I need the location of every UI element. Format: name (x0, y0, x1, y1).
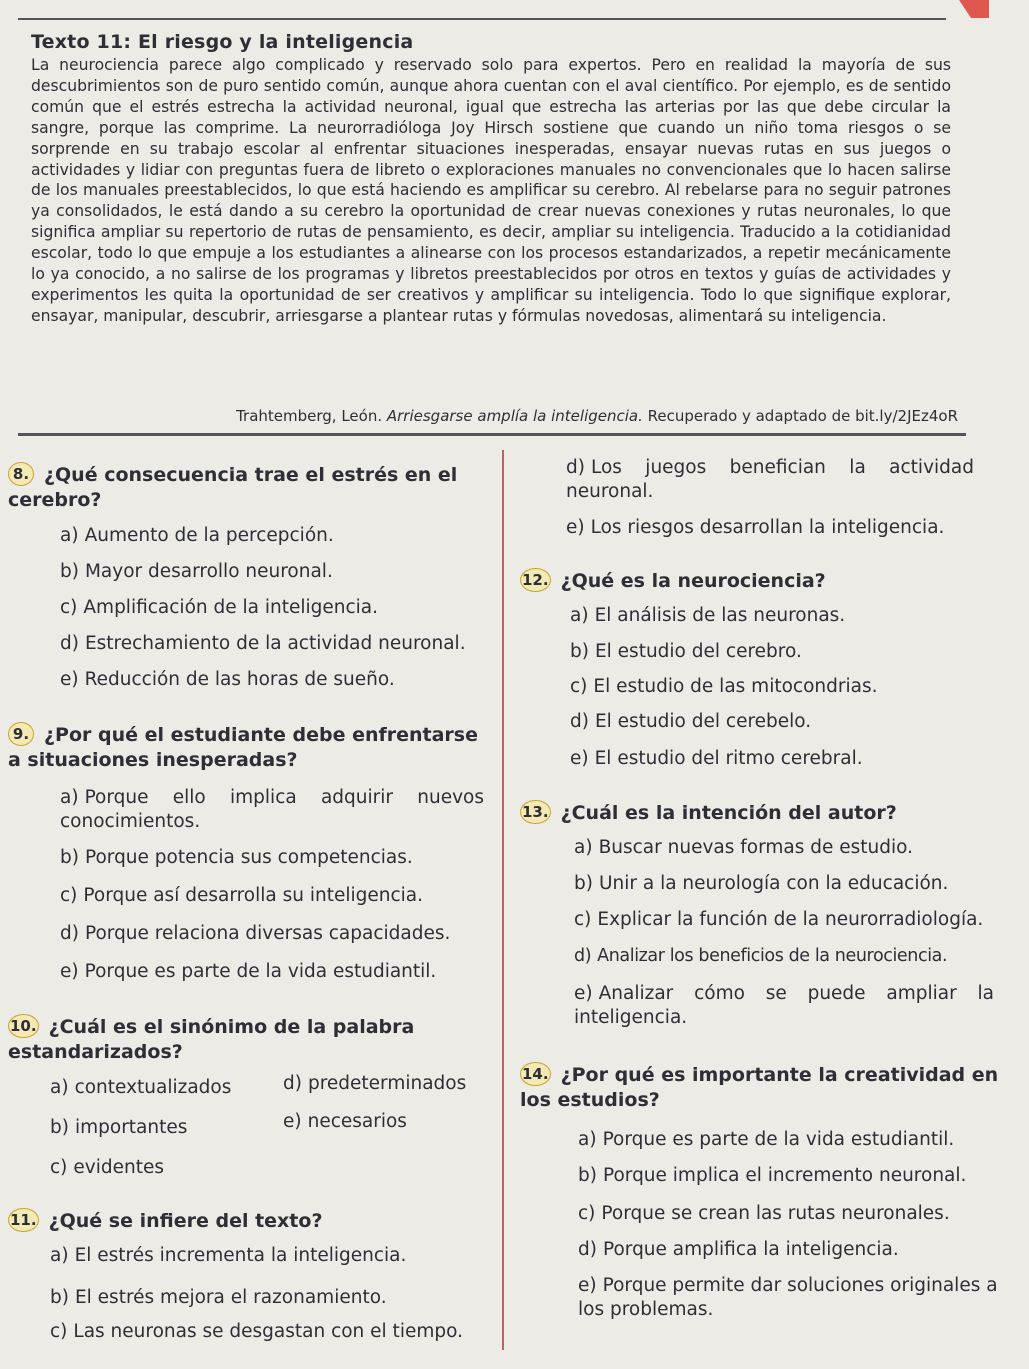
option-11a[interactable] (50, 1244, 406, 1268)
option-letter: d) (570, 711, 589, 732)
question-9 (8, 722, 488, 773)
option-text: Estrechamiento de la actividad neuronal. (84, 633, 466, 654)
option-13d[interactable] (574, 944, 947, 968)
option-letter: d) (283, 1073, 302, 1094)
option-text: El estudio del ritmo cerebral. (594, 748, 863, 769)
option-text: Mayor desarrollo neuronal. (84, 561, 333, 582)
option-letter: e) (578, 1275, 597, 1296)
option-letter: b) (60, 847, 79, 868)
reading-text (31, 55, 951, 327)
option-12b[interactable] (570, 640, 802, 664)
option-10b[interactable] (50, 1116, 187, 1140)
option-text: Porque es parte de la vida estudiantil. (602, 1129, 955, 1150)
question-text: ¿Qué se infiere del texto? (48, 1210, 323, 1232)
option-letter: c) (60, 885, 78, 906)
question-8 (8, 462, 488, 513)
question-10 (8, 1014, 488, 1065)
option-text: contextualizados (74, 1077, 232, 1098)
option-letter: a) (60, 525, 79, 546)
option-9a[interactable] (60, 786, 484, 834)
option-text: Porque potencia sus competencias. (84, 847, 413, 868)
option-14c[interactable] (578, 1202, 950, 1226)
option-text: El estrés incrementa la inteligencia. (74, 1245, 407, 1266)
option-letter: a) (574, 837, 593, 858)
question-text: ¿Por qué el estudiante debe enfrentarse a situaciones inesperadas? (8, 724, 478, 771)
option-letter: b) (570, 641, 589, 662)
option-text: Porque implica el incremento neuronal. (602, 1165, 967, 1186)
column-divider (502, 450, 504, 1350)
option-text: El estudio de las mitocondrias. (593, 676, 878, 697)
option-9e[interactable] (60, 960, 436, 984)
option-14a[interactable] (578, 1128, 954, 1152)
top-rule (18, 18, 946, 20)
option-11d[interactable] (566, 456, 974, 504)
option-12a[interactable] (570, 604, 845, 628)
option-13a[interactable] (574, 836, 913, 860)
option-14b[interactable] (578, 1164, 966, 1188)
option-letter: c) (60, 597, 78, 618)
option-14d[interactable] (578, 1238, 899, 1262)
option-13c[interactable] (574, 908, 983, 932)
option-text: Porque relaciona diversas capacidades. (84, 923, 451, 944)
option-text: Analizar cómo se puede ampliar la inteligencia. (574, 983, 994, 1028)
reading-source (0, 407, 958, 425)
option-text: Analizar los beneficios de la neurociencia. (597, 946, 948, 966)
option-letter: b) (50, 1287, 69, 1308)
option-text: El estudio del cerebro. (594, 641, 802, 662)
source-title: Arriesgarse amplía la inteligencia. (386, 407, 643, 425)
option-text: El estrés mejora el razonamiento. (74, 1287, 387, 1308)
reading-title: Texto 11: El riesgo y la inteligencia (31, 31, 414, 53)
corner-decoration (929, 0, 989, 18)
option-text: Porque así desarrolla su inteligencia. (83, 885, 424, 906)
option-11e[interactable] (566, 516, 944, 540)
question-text: ¿Qué es la neurociencia? (560, 570, 826, 592)
question-text: ¿Cuál es la intención del autor? (560, 802, 897, 824)
question-number: 12. (520, 568, 551, 592)
question-13 (520, 800, 897, 826)
option-text: Las neuronas se desgastan con el tiempo. (73, 1321, 463, 1342)
option-letter: b) (578, 1165, 597, 1186)
option-text: predeterminados (307, 1073, 467, 1094)
option-letter: c) (50, 1321, 68, 1342)
option-letter: c) (578, 1203, 596, 1224)
option-text: Porque es parte de la vida estudiantil. (84, 961, 437, 982)
option-text: Los juegos benefician la actividad neuronal. (566, 457, 974, 502)
option-8e[interactable] (60, 668, 395, 692)
option-10c[interactable] (50, 1156, 164, 1180)
option-letter: e) (574, 983, 593, 1004)
question-12 (520, 568, 826, 594)
option-text: Reducción de las horas de sueño. (84, 669, 395, 690)
option-text: evidentes (73, 1157, 164, 1178)
option-13e[interactable] (574, 982, 994, 1030)
option-11b[interactable] (50, 1286, 387, 1310)
option-14e[interactable] (578, 1274, 1018, 1322)
option-10a[interactable] (50, 1076, 231, 1100)
option-text: Porque ello implica adquirir nuevos conocimientos. (60, 787, 484, 832)
option-letter: e) (60, 669, 79, 690)
question-14 (520, 1062, 1000, 1113)
option-letter: d) (566, 457, 585, 478)
source-author: Trahtemberg, León. (236, 407, 383, 425)
option-text: Porque permite dar soluciones originales a los problemas. (578, 1275, 998, 1320)
option-13b[interactable] (574, 872, 948, 896)
option-text: Buscar nuevas formas de estudio. (598, 837, 913, 858)
option-12e[interactable] (570, 747, 863, 771)
option-letter: b) (574, 873, 593, 894)
option-letter: a) (50, 1077, 69, 1098)
option-text: Unir a la neurología con la educación. (598, 873, 949, 894)
option-8d[interactable] (60, 632, 466, 656)
option-8c[interactable] (60, 596, 378, 620)
option-text: El estudio del cerebelo. (594, 711, 812, 732)
question-number: 14. (520, 1062, 551, 1086)
option-letter: d) (60, 633, 79, 654)
option-letter: c) (570, 676, 588, 697)
option-letter: a) (50, 1245, 69, 1266)
option-text: El análisis de las neuronas. (594, 605, 846, 626)
question-number: 9. (8, 722, 34, 746)
option-9d[interactable] (60, 922, 450, 946)
option-letter: d) (574, 946, 592, 966)
question-number: 10. (8, 1014, 39, 1038)
question-11 (8, 1208, 488, 1234)
question-number: 8. (8, 462, 34, 486)
option-10d[interactable] (283, 1072, 466, 1096)
option-letter: b) (60, 561, 79, 582)
option-text: Amplificación de la inteligencia. (83, 597, 379, 618)
question-text: ¿Por qué es importante la creatividad en los estudios? (520, 1064, 999, 1111)
option-letter: d) (60, 923, 79, 944)
option-letter: a) (578, 1129, 597, 1150)
option-letter: c) (50, 1157, 68, 1178)
option-9b[interactable] (60, 846, 413, 870)
option-10e[interactable] (283, 1110, 407, 1134)
option-text: Porque amplifica la inteligencia. (602, 1239, 899, 1260)
option-8b[interactable] (60, 560, 333, 584)
option-letter: d) (578, 1239, 597, 1260)
option-letter: a) (570, 605, 589, 626)
source-note: Recuperado y adaptado de bit.ly/2JEz4oR (647, 407, 958, 425)
option-letter: b) (50, 1117, 69, 1138)
option-text: Aumento de la percepción. (84, 525, 334, 546)
option-letter: e) (570, 748, 589, 769)
option-text: Explicar la función de la neurorradiología. (597, 909, 984, 930)
option-text: necesarios (307, 1111, 407, 1132)
question-number: 13. (520, 800, 551, 824)
option-text: Porque se crean las rutas neuronales. (601, 1203, 950, 1224)
question-number: 11. (8, 1208, 39, 1232)
option-letter: e) (566, 517, 585, 538)
option-9c[interactable] (60, 884, 423, 908)
option-8a[interactable] (60, 524, 334, 548)
option-text: importantes (74, 1117, 188, 1138)
reading-paragraph: La neurociencia parece algo complicado y reservado solo para expertos. Pero en realidad la mayoría de sus descubrimientos son de puro sentido común, aunque ahora cuentan con el aval científico. Por ejemplo, es de sentido común que el estrés estrecha la actividad neuronal, igual que estrecha las arterias por las que debe circular la sangre, porque las comprime. La neurorradióloga Joy Hirsch sostiene que cuando un niño toma riesgos o se sorprende en su trabajo escolar al enfrentar situaciones inesperadas, ensayar nuevas rutas en sus juegos o actividades y lidiar con preguntas fuera de libreto o exploraciones manuales no convencionales que lo hacen salirse de los manuales preestablecidos, lo que está haciendo es amplificar su cerebro. Al rebelarse para no seguir patrones ya consolidados, le está dando a su cerebro la oportunidad de crear nuevas conexiones y rutas neuronales, lo que significa ampliar su repertorio de rutas de pensamiento, es decir, ampliar su inteligencia. Traducido a la cotidianidad escolar, todo lo que empuje a los estudiantes a alinearse con los procesos estandarizados, a repetir mecánicamente lo ya conocido, a no salirse de los programas y libretos preestablecidos por otros en textos y guías de actividades y experimentos les quita la oportunidad de ser creativos y amplificar su inteligencia. Todo lo que signifique explorar, ensayar, manipular, descubrir, arriesgarse a plantear rutas y fórmulas novedosas, alimentará su inteligencia. (31, 56, 951, 325)
option-11c[interactable] (50, 1320, 463, 1344)
section-divider (18, 433, 966, 436)
option-letter: e) (60, 961, 79, 982)
question-text: ¿Cuál es el sinónimo de la palabra estandarizados? (8, 1016, 415, 1063)
option-12d[interactable] (570, 710, 811, 734)
option-letter: e) (283, 1111, 302, 1132)
option-text: Los riesgos desarrollan la inteligencia. (590, 517, 945, 538)
option-letter: c) (574, 909, 592, 930)
question-text: ¿Qué consecuencia trae el estrés en el cerebro? (8, 464, 458, 511)
option-12c[interactable] (570, 675, 877, 699)
option-letter: a) (60, 787, 79, 808)
